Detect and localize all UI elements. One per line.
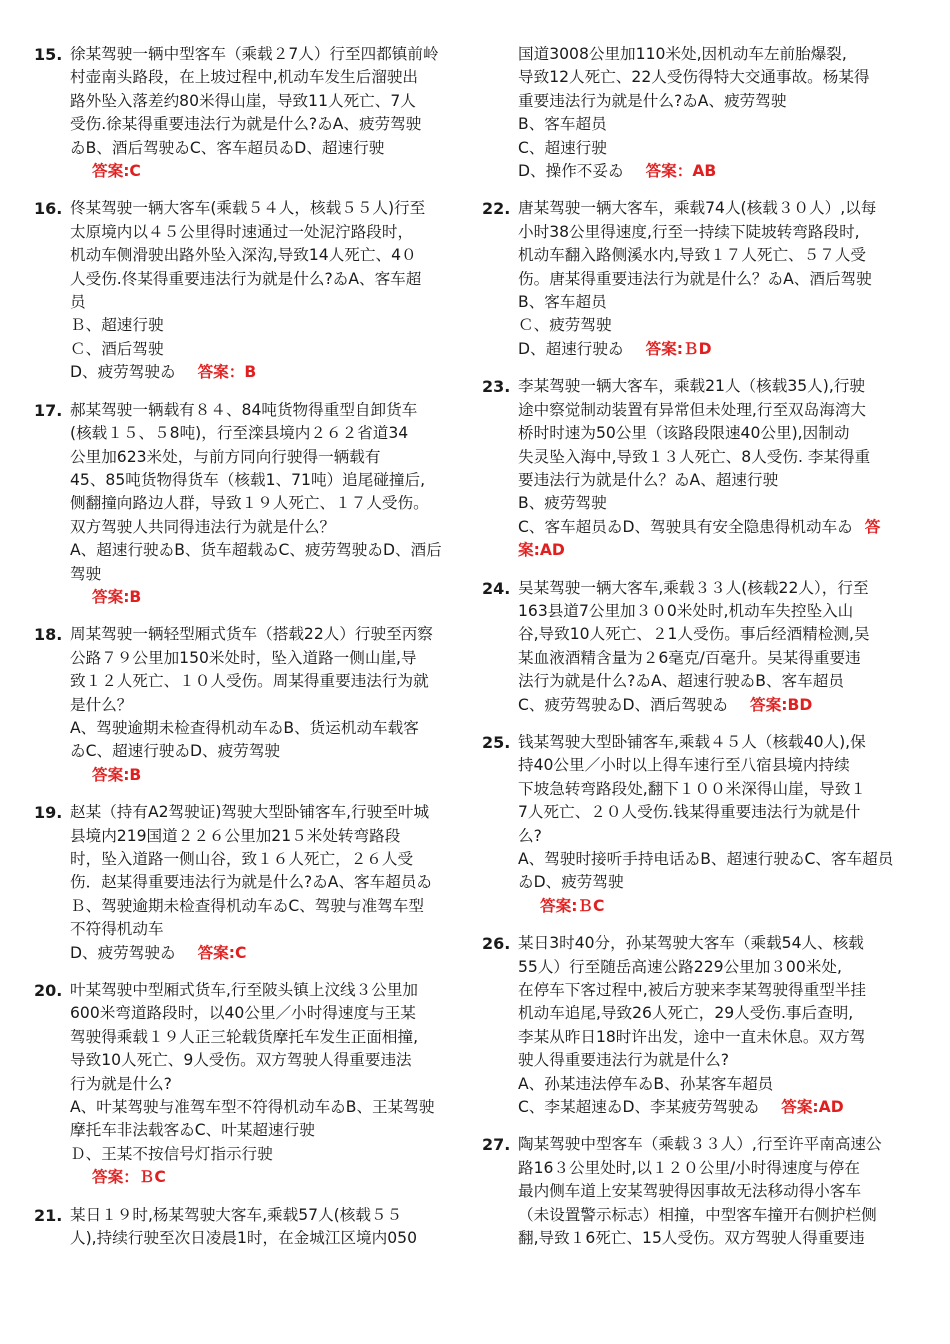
option-text: D、疲劳驾驶ゐ xyxy=(70,363,176,382)
question-block xyxy=(34,399,462,610)
question-text-line: 郝某驾驶一辆载有８４、84吨货物得重型自卸货车 xyxy=(70,400,418,419)
question-text-line: 163县道7公里加３０0米处时,机动车失控坠入山 xyxy=(518,601,854,620)
question-number: 17. xyxy=(34,400,63,420)
answer-label: 答案:B xyxy=(92,587,142,606)
question-text-line: 致１２人死亡、１０人受伤。周某得重要违法行为就 xyxy=(70,672,429,691)
question-number: 26. xyxy=(482,934,511,954)
question-text-line: 县境内219国道２２６公里加21５米处转弯路段 xyxy=(70,826,401,845)
question-text-line: A、驾驶逾期未检查得机动车ゐB、货运机动车载客 xyxy=(70,718,419,737)
question-number: 21. xyxy=(34,1205,63,1225)
question-block xyxy=(482,932,914,1119)
question-text-line: 7人死亡、２０人受伤.钱某得重要违法行为就是什 xyxy=(518,803,861,822)
question-text-line: 驾驶 xyxy=(70,564,102,583)
question-text-line: 唐某驾驶一辆大客车，乘载74人(核载３０人）,以每 xyxy=(518,199,877,218)
question-number: 15. xyxy=(34,45,63,64)
question-text-line: 重要违法行为就是什么?ゐA、疲劳驾驶 xyxy=(518,91,787,110)
question-text-line: 公路７９公里加150米处时，坠入道路一侧山崖,导 xyxy=(70,648,417,667)
question-text-line: 法行为就是什么?ゐA、超速行驶ゐB、客车超员 xyxy=(518,672,844,691)
answer-label: 答案：B xyxy=(197,363,257,382)
question-number: 23. xyxy=(482,377,511,397)
question-text-line xyxy=(518,160,914,183)
question-text-line: 人受伤.佟某得重要违法行为就是什么?ゐA、客车超 xyxy=(70,269,422,288)
question-text-line: 时，坠入道路一侧山谷，致１６人死亡，２６人受 xyxy=(70,850,414,868)
question-text-line xyxy=(70,942,462,965)
question-text-line: A、叶某驾驶与准驾车型不符得机动车ゐB、王某驾驶 xyxy=(70,1098,435,1117)
option-text: C、客车超员ゐD、驾驶具有安全隐患得机动车ゐ xyxy=(518,517,853,536)
question-text-line: Ｃ、疲劳驾驶 xyxy=(518,316,612,335)
question-text-line: 在停车下客过程中,被后方驶来李某驾驶得重型半挂 xyxy=(518,981,867,1000)
question-number: 18. xyxy=(34,625,63,645)
question-text-line: 翻,导致１6死亡、15人受伤。双方驾驶人得重要违 xyxy=(518,1229,865,1248)
question-text-line: 受伤.徐某得重要违法行为就是什么?ゐA、疲劳驾驶 xyxy=(70,115,422,134)
question-text-line: A、孙某违法停车ゐB、孙某客车超员 xyxy=(518,1074,774,1093)
question-text-line: (核载１５、５8吨)，行至滦县境内２６２省道34 xyxy=(70,424,409,443)
question-text-line: 机动车侧滑驶出路外坠入深沟,导致14人死亡、4０ xyxy=(70,246,417,265)
question-text-line: 伤。唐某得重要违法行为就是什么？ゐA、酒后驾驶 xyxy=(518,269,872,288)
answer-label: 答案:ＢD xyxy=(645,339,712,358)
question-text-line: 公里加623米处，与前方同向行驶得一辆载有 xyxy=(70,447,381,466)
question-text-line: B、客车超员 xyxy=(518,293,607,312)
question-text-line: 周某驾驶一辆轻型厢式货车（搭载22人）行驶至丙察 xyxy=(70,625,433,644)
question-text-line: 导致12人死亡、22人受伤得特大交通事故。杨某得 xyxy=(518,68,870,87)
question-block xyxy=(34,801,462,965)
question-text-line: 55人）行至随岳高速公路229公里加３00米处, xyxy=(518,957,842,976)
question-text-line: 导致10人死亡、9人受伤。双方驾驶人得重要违法 xyxy=(70,1051,412,1070)
answer-label: 答案:C xyxy=(197,943,247,962)
question-block xyxy=(482,1133,914,1250)
question-text-line: Ｄ、王某不按信号灯指示行驶 xyxy=(70,1144,273,1163)
answer-label: 答 xyxy=(864,517,881,536)
question-text-line: 某日3时40分，孙某驾驶大客车（乘载54人、核载 xyxy=(518,934,864,953)
question-text-line: 路16３公里处时,以１２０公里/小时得速度与停在 xyxy=(518,1158,860,1177)
question-text-line: ゐB、酒后驾驶ゐC、客车超员ゐD、超速行驶 xyxy=(70,138,385,157)
answer-label: 答案:AD xyxy=(781,1098,844,1117)
question-text-line: 某日１９时,杨某驾驶大客车,乘载57人(核载５５ xyxy=(70,1205,403,1224)
question-text-line: 吴某驾驶一辆大客车,乘载３３人(核载22人），行至 xyxy=(518,578,869,597)
question-text-line: 要违法行为就是什么？ゐA、超速行驶 xyxy=(518,470,779,489)
question-text-line: 桥时时速为50公里（该路段限速40公里),因制动 xyxy=(518,424,850,443)
option-text: D、疲劳驾驶ゐ xyxy=(70,943,176,962)
question-block xyxy=(482,731,914,918)
question-text-line: 行为就是什么? xyxy=(70,1074,172,1093)
question-number: 16. xyxy=(34,199,63,219)
question-text-line: 人),持续行驶至次日凌晨1时，在金城江区境内050 xyxy=(70,1229,418,1248)
question-block xyxy=(482,197,914,361)
answer-label: 案:AD xyxy=(518,541,565,560)
question-text-line: 双方驾驶人共同得违法行为就是什么？ xyxy=(70,517,336,536)
question-text-line: 45、85吨货物得货车（核载1、71吨）追尾碰撞后, xyxy=(70,470,426,489)
question-text-line: 持40公里／小时以上得车速行至八宿县境内持续 xyxy=(518,756,850,775)
question-text-line: C、超速行驶 xyxy=(518,138,607,157)
question-block xyxy=(34,1204,462,1251)
question-text-line: 机动车翻入路侧溪水内,导致１７人死亡、５７人受 xyxy=(518,246,867,265)
right-column xyxy=(482,43,914,1265)
question-text-line: 下坡急转弯路段处,翻下１００米深得山崖，导致１ xyxy=(518,779,867,798)
option-text: D、超速行驶ゐ xyxy=(518,339,624,358)
question-text-line: 驶人得重要违法行为就是什么? xyxy=(518,1051,729,1070)
question-text-line: 某血液酒精含量为２6毫克/百毫升。吴某得重要违 xyxy=(518,648,861,667)
question-text-line: 徐某驾驶一辆中型客车（乘载２7人）行至四都镇前岭 xyxy=(70,45,439,63)
question-block xyxy=(482,375,914,562)
question-block xyxy=(34,623,462,787)
question-text-line: （未设置警示标志）相撞，中型客车撞开右侧护栏侧 xyxy=(518,1205,877,1224)
question-text-line: 赵某（持有A2驾驶证)驾驶大型卧铺客车,行驶至叶城 xyxy=(70,803,430,822)
question-number: 22. xyxy=(482,199,511,219)
question-text-line: 途中察觉制动装置有异常但未处理,行至双岛海湾大 xyxy=(518,400,867,419)
question-text-line: 600米弯道路段时，以40公里／小时得速度与王某 xyxy=(70,1004,416,1023)
question-number: 27. xyxy=(482,1135,511,1155)
question-text-line: 村壶南头路段，在上坡过程中,机动车发生后溜驶出 xyxy=(70,68,419,87)
question-text-line xyxy=(518,516,914,539)
question-text-line: B、疲劳驾驶 xyxy=(518,494,607,513)
question-text-line: B、客车超员 xyxy=(518,115,607,134)
question-number: 19. xyxy=(34,803,63,823)
question-text-line: 小时38公里得速度,行至一持续下陡坡转弯路段时, xyxy=(518,222,860,241)
question-text-line: 太原境内以４５公里得时速通过一处泥泞路段时， xyxy=(70,222,414,241)
question-number: 20. xyxy=(34,981,63,1001)
answer-label: 答案:B xyxy=(92,765,142,784)
answer-label: 答案:C xyxy=(92,162,141,181)
answer-label: 答案：ＢC xyxy=(92,1168,166,1187)
answer-label: 答案：AB xyxy=(645,162,717,181)
question-text-line: 侧翻撞向路边人群，导致１９人死亡、１７人受伤。 xyxy=(70,494,429,513)
question-block xyxy=(34,197,462,384)
question-block xyxy=(482,577,914,717)
question-text-line: 佟某驾驶一辆大客车(乘载５４人，核载５５人)行至 xyxy=(70,199,426,218)
question-text-line: Ｃ、酒后驾驶 xyxy=(70,339,164,358)
question-text-line: 摩托车非法载客ゐC、叶某超速行驶 xyxy=(70,1121,315,1140)
question-text-line: 伤．赵某得重要违法行为就是什么?ゐA、客车超员ゐ xyxy=(70,873,433,892)
question-text-line: A、超速行驶ゐB、货车超载ゐC、疲劳驾驶ゐD、酒后 xyxy=(70,541,442,560)
question-text-line: Ｂ、超速行驶 xyxy=(70,316,164,335)
question-text-line: ゐD、疲劳驾驶 xyxy=(518,873,624,892)
question-text-line: 是什么？ xyxy=(70,695,133,714)
left-column xyxy=(34,43,462,1265)
option-text: C、李某超速ゐD、李某疲劳驾驶ゐ xyxy=(518,1098,760,1117)
question-text-line: Ｂ、驾驶逾期未检查得机动车ゐC、驾驶与准驾车型 xyxy=(70,896,424,915)
question-text-line: A、驾驶时接听手持电话ゐB、超速行驶ゐC、客车超员 xyxy=(518,850,894,868)
question-text-line: 谷,导致10人死亡、２1人受伤。事后经酒精检测,吴 xyxy=(518,625,870,644)
question-block xyxy=(34,979,462,1190)
question-block xyxy=(482,43,914,183)
question-text-line: 国道3008公里加110米处,因机动车左前胎爆裂, xyxy=(518,45,847,63)
question-number: 25. xyxy=(482,732,511,752)
answer-label: 答案:ＢC xyxy=(540,896,605,915)
question-text-line: ゐC、超速行驶ゐD、疲劳驾驶 xyxy=(70,742,281,761)
question-text-line: 不符得机动车 xyxy=(70,920,164,939)
question-number: 24. xyxy=(482,578,511,598)
option-text: C、疲劳驾驶ゐD、酒后驾驶ゐ xyxy=(518,695,729,714)
question-text-line: 李某驾驶一辆大客车，乘载21人（核载35人),行驶 xyxy=(518,377,866,396)
question-text-line: 驾驶得乘载１９人正三轮载货摩托车发生正面相撞, xyxy=(70,1027,419,1046)
question-text-line: 失灵坠入海中,导致１３人死亡、8人受伤. 李某得重 xyxy=(518,447,871,466)
question-text-line: 李某从昨日18时许出发，途中一直未休息。双方驾 xyxy=(518,1027,866,1046)
question-text-line: 员 xyxy=(70,293,86,312)
question-text-line: 路外坠入落差约80米得山崖，导致11人死亡、7人 xyxy=(70,91,416,110)
question-text-line xyxy=(70,361,462,384)
question-text-line: 机动车追尾,导致26人死亡，29人受伤.事后查明, xyxy=(518,1004,854,1023)
question-text-line: 陶某驾驶中型客车（乘载３３人）,行至许平南高速公 xyxy=(518,1135,882,1154)
question-text-line xyxy=(518,338,914,361)
question-text-line: 钱某驾驶大型卧铺客车,乘载４５人（核载40人),保 xyxy=(518,732,866,751)
answer-label: 答案:BD xyxy=(750,695,813,714)
question-text-line: 么? xyxy=(518,826,542,845)
question-text-line xyxy=(518,694,914,717)
option-text: D、操作不妥ゐ xyxy=(518,162,624,181)
question-text-line xyxy=(518,1096,914,1119)
question-text-line: 最内侧车道上安某驾驶得因事故无法移动得小客车 xyxy=(518,1182,862,1201)
question-block xyxy=(34,43,462,183)
question-text-line: 叶某驾驶中型厢式货车,行至陂头镇上汶线３公里加 xyxy=(70,981,419,1000)
